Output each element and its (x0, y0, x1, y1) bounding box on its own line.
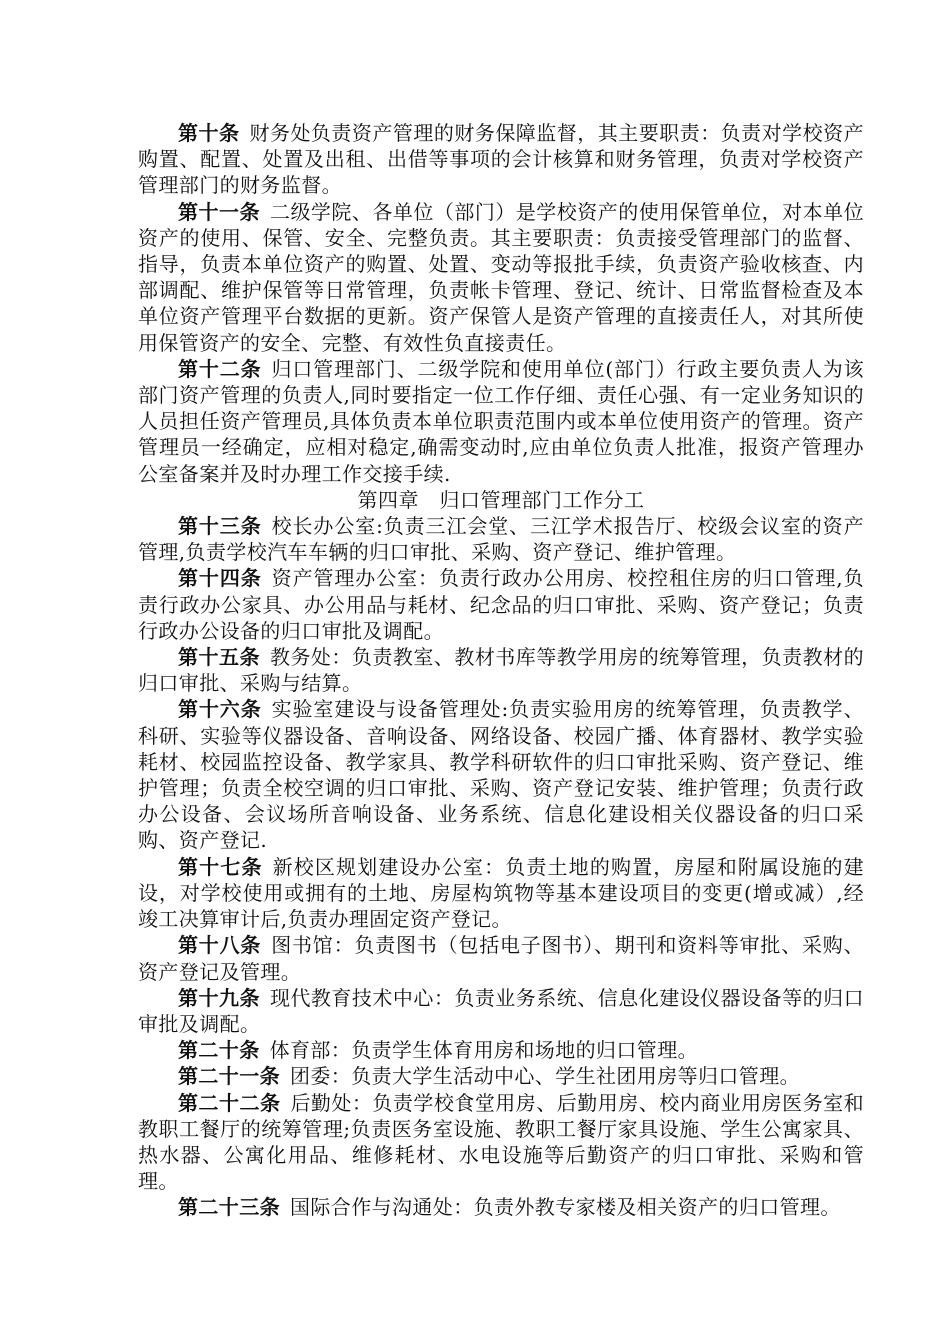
article-19 (138, 985, 864, 1037)
chapter-title: 第四章 归口管理部门工作分工 (357, 487, 645, 512)
article-13 (138, 513, 864, 565)
article-number: 第二十条 (178, 1038, 260, 1063)
article-number: 第二十二条 (178, 1090, 281, 1115)
article-20 (138, 1037, 864, 1063)
document-body (138, 120, 864, 1221)
article-text: 归口管理部门、二级学院和使用单位(部门）行政主要负责人为该部门资产管理的负责人,同时要指定一位工作仔细、责任心强、有一定业务知识的人员担任资产管理员,具体负责本单位职责范围内或本单位使用资产的管理。资产管理员一经确定，应相对稳定,确需变动时,应由单位负责人批准，报资产管理办公室备案并及时办理工作交接手续. (138, 356, 864, 486)
article-text: 校长办公室:负责三江会堂、三江学术报告厅、校级会议室的资产管理,负责学校汽车车辆的归口审批、采购、资产登记、维护管理。 (138, 514, 864, 565)
article-15 (138, 644, 864, 696)
article-number: 第十二条 (178, 356, 262, 381)
article-text: 财务处负责资产管理的财务保障监督，其主要职责：负责对学校资产购置、配置、处置及出租、出借等事项的会计核算和财务管理，负责对学校资产管理部门的财务监督。 (138, 121, 865, 198)
article-number: 第十一条 (178, 199, 260, 224)
article-number: 第二十一条 (178, 1064, 280, 1089)
article-11 (138, 199, 864, 356)
article-number: 第十七条 (178, 854, 263, 879)
article-text: 教务处：负责教室、教材书库等教学用房的统筹管理，负责教材的归口审批、采购与结算。 (138, 645, 864, 696)
article-text: 二级学院、各单位（部门）是学校资产的使用保管单位，对本单位资产的使用、保管、安全、完整负责。其主要职责：负责接受管理部门的监督、指导，负责本单位资产的购置、处置、变动等报批手续，负责资产验收核查、内部调配、维护保管等日常管理，负责帐卡管理、登记、统计、日常监督检查及本单位资产管理平台数据的更新。资产保管人是资产管理的直接责任人，对其所使用保管资产的安全、完整、有效性负直接责任。 (138, 199, 864, 355)
article-number: 第十五条 (178, 645, 260, 670)
article-10 (138, 120, 864, 199)
article-text: 团委：负责大学生活动中心、学生社团用房等归口管理。 (290, 1064, 800, 1089)
article-text: 现代教育技术中心：负责业务系统、信息化建设仪器设备等的归口审批及调配。 (138, 985, 864, 1036)
article-text: 新校区规划建设办公室：负责土地的购置，房屋和附属设施的建设，对学校使用或拥有的土地、房屋构筑物等基本建设项目的变更(增或减）,经竣工决算审计后,负责办理固定资产登记。 (138, 854, 864, 932)
article-text: 体育部：负责学生体育用房和场地的归口管理。 (269, 1038, 699, 1063)
article-text: 国际合作与沟通处：负责外教专家楼及相关资产的归口管理。 (290, 1195, 841, 1220)
article-16 (138, 696, 864, 853)
article-text: 图书馆：负责图书（包括电子图书）、期刊和资料等审批、采购、资产登记及管理。 (138, 933, 864, 984)
article-number: 第十九条 (178, 985, 260, 1010)
article-18 (138, 932, 864, 984)
article-14 (138, 565, 864, 644)
article-number: 第十八条 (178, 933, 262, 958)
article-21 (138, 1063, 864, 1089)
article-22 (138, 1090, 864, 1195)
article-number: 第十六条 (178, 697, 262, 722)
article-12 (138, 356, 864, 487)
article-number: 第十三条 (178, 514, 262, 539)
article-number: 第十四条 (178, 566, 262, 591)
article-17 (138, 854, 864, 933)
article-text: 后勤处：负责学校食堂用房、后勤用房、校内商业用房医务室和教职工餐厅的统筹管理;负责医务室设施、教职工餐厅家具设施、学生公寓家具、热水器、公寓化用品、维修耗材、水电设施等后勤资产的归口审批、采购和管理。 (138, 1090, 864, 1194)
article-text: 资产管理办公室：负责行政办公用房、校控租住房的归口管理,负责行政办公家具、办公用品与耗材、纪念品的归口审批、采购、资产登记；负责行政办公设备的归口审批及调配。 (138, 566, 864, 643)
article-23 (138, 1194, 864, 1220)
article-number: 第二十三条 (178, 1195, 280, 1220)
article-text: 实验室建设与设备管理处:负责实验用房的统筹管理，负责教学、科研、实验等仪器设备、音响设备、网络设备、校园广播、体育器材、教学实验耗材、校园监控设备、教学家具、教学科研软件的归口审批采购、资产登记、维护管理；负责全校空调的归口审批、采购、资产登记安装、维护管理；负责行政办公设备、会议场所音响设备、业务系统、信息化建设相关仪器设备的归口采购、资产登记. (138, 697, 864, 853)
article-number: 第十条 (178, 121, 240, 145)
